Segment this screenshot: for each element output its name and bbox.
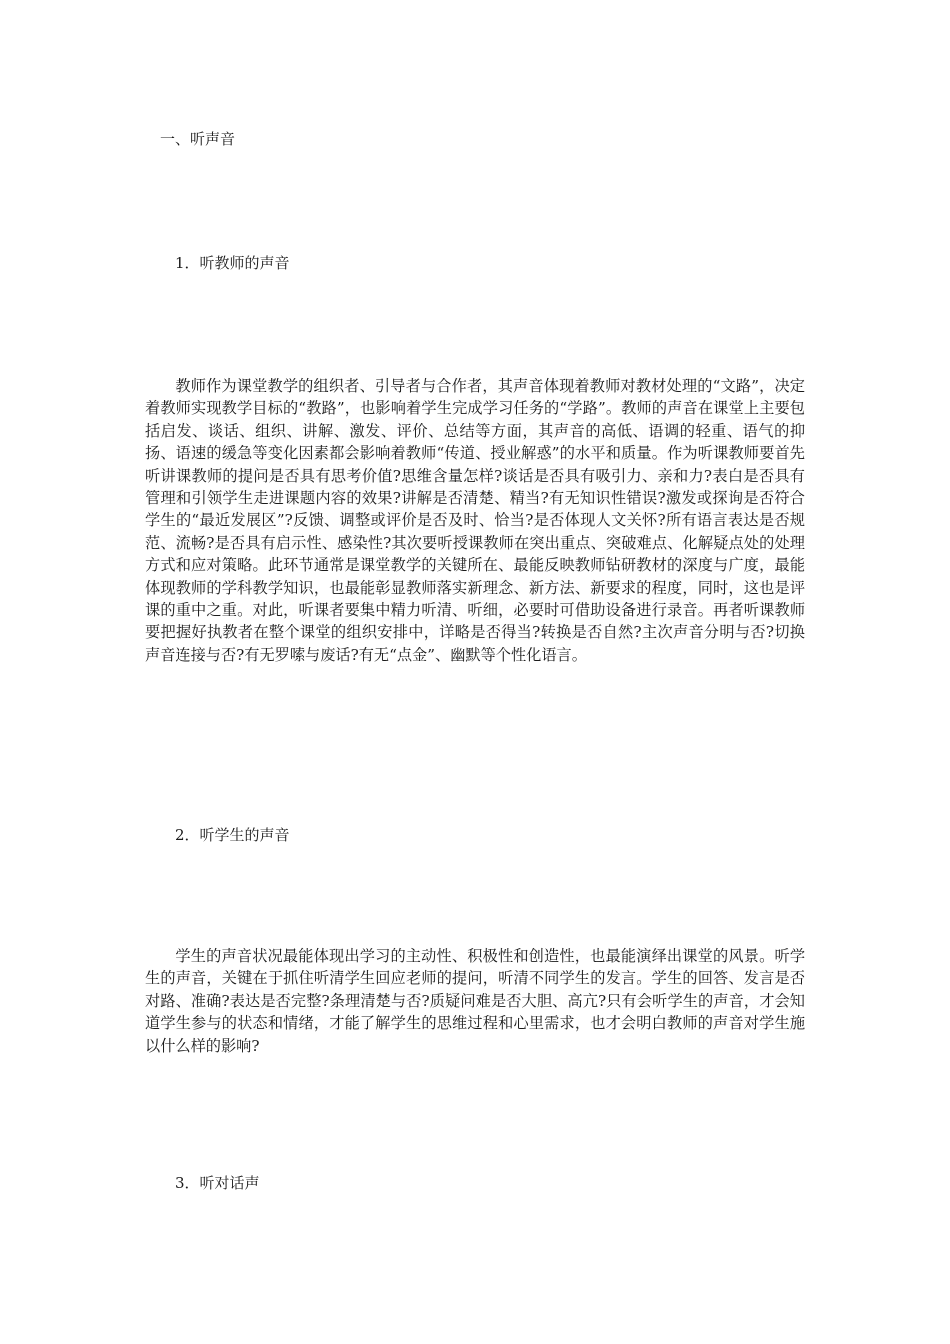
section-title: 一、听声音 bbox=[160, 130, 236, 148]
subsection-heading-teacher-voice: 1．听教师的声音 bbox=[175, 254, 290, 272]
subsection-heading-student-voice: 2．听学生的声音 bbox=[175, 826, 290, 844]
paragraph-teacher-voice: 教师作为课堂教学的组织者、引导者与合作者，其声音体现着教师对教材处理的“文路”，决定着教师实现教学目标的“教路”，也影响着学生完成学习任务的“学路”。教师的声音在课堂上主要包括启发、谈话、组织、讲解、激发、评价、总结等方面，其声音的高低、语调的轻重、语气的抑扬、语速的缓急等变化因素都会影响着教师“传道、授业解惑”的水平和质量。作为听课教师要首先听讲课教师的提问是否具有思考价值?思维含量怎样?谈话是否具有吸引力、亲和力?表白是否具有管理和引领学生走进课题内容的效果?讲解是否清楚、精当?有无知识性错误?激发或探询是否符合学生的“最近发展区”?反馈、调整或评价是否及时、恰当?是否体现人文关怀?所有语言表达是否规范、流畅?是否具有启示性、感染性?其次要听授课教师在突出重点、突破难点、化解疑点处的处理方式和应对策略。此环节通常是课堂教学的关键所在、最能反映教师钻研教材的深度与广度，最能体现教师的学科教学知识，也最能彰显教师落实新理念、新方法、新要求的程度，同时，这也是评课的重中之重。对此，听课者要集中精力听清、听细，必要时可借助设备进行录音。再者听课教师要把握好执教者在整个课堂的组织安排中，详略是否得当?转换是否自然?主次声音分明与否?切换声音连接与否?有无罗嗦与废话?有无“点金”、幽默等个性化语言。 bbox=[145, 377, 805, 664]
paragraph-student-voice: 学生的声音状况最能体现出学习的主动性、积极性和创造性，也最能演绎出课堂的风景。听学生的声音，关键在于抓住听清学生回应老师的提问，听清不同学生的发言。学生的回答、发言是否对路、准确?表达是否完整?条理清楚与否?质疑问难是否大胆、高亢?只有会听学生的声音，才会知道学生参与的状态和情绪，才能了解学生的思维过程和心里需求，也才会明白教师的声音对学生施以什么样的影响? bbox=[145, 947, 805, 1055]
subsection-heading-dialogue-voice: 3．听对话声 bbox=[175, 1174, 260, 1192]
